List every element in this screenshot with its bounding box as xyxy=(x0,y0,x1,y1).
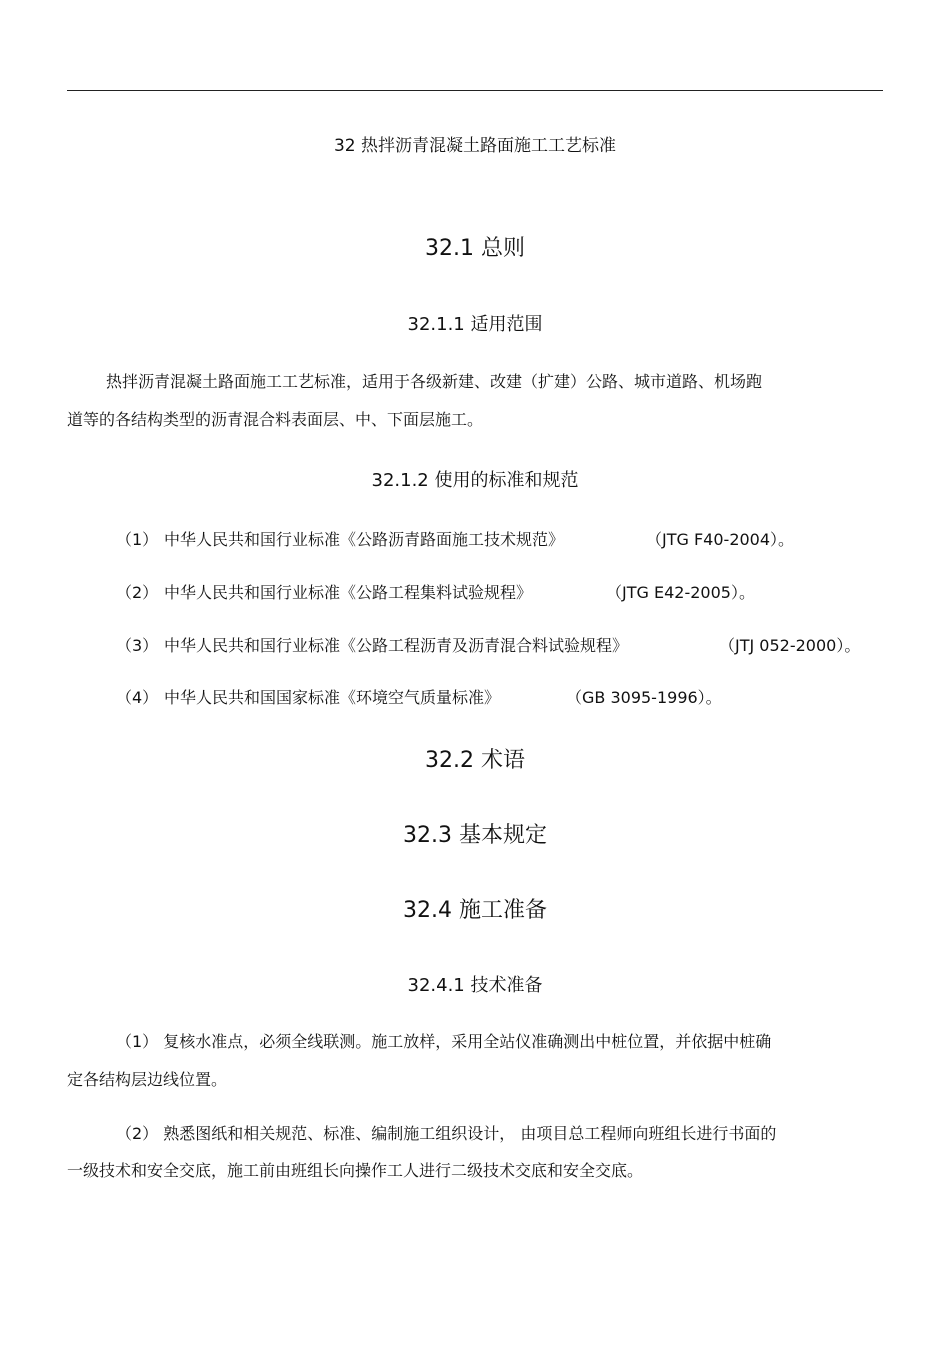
header-rule xyxy=(67,90,883,91)
item-number: （2） xyxy=(116,583,159,602)
standard-name: 中华人民共和国行业标准《公路沥青路面施工技术规范》 xyxy=(164,530,565,549)
standard-name: 中华人民共和国行业标准《公路工程沥青及沥青混合料试验规程》 xyxy=(164,636,629,655)
standard-code: （JTG F40-2004）。 xyxy=(646,530,795,549)
standard-item xyxy=(116,532,876,548)
standard-code: （JTJ 052-2000）。 xyxy=(719,636,861,655)
item-number: （4） xyxy=(116,688,159,707)
subsection-heading-32-4-1: 32.4.1 技术准备 xyxy=(407,975,543,996)
standard-item xyxy=(116,585,876,601)
subsection-heading-32-1-2: 32.1.2 使用的标准和规范 xyxy=(371,470,579,491)
paragraph-benchmark-line-2: 定各结构层边线位置。 xyxy=(67,1070,228,1089)
standard-code: （GB 3095-1996）。 xyxy=(566,688,722,707)
item-number: （3） xyxy=(116,636,159,655)
paragraph-drawings-line-2: 一级技术和安全交底，施工前由班组长向操作工人进行二级技术交底和安全交底。 xyxy=(67,1161,644,1180)
section-heading-32-2: 32.2 术语 xyxy=(425,748,525,773)
standard-name: 中华人民共和国行业标准《公路工程集料试验规程》 xyxy=(164,583,533,602)
section-heading-32-3: 32.3 基本规定 xyxy=(403,823,547,848)
section-heading-32-4: 32.4 施工准备 xyxy=(403,898,547,923)
section-heading-32-1: 32.1 总则 xyxy=(425,236,525,261)
paragraph-benchmark-line-1: （1） 复核水准点，必须全线联测。施工放样，采用全站仪准确测出中桩位置，并依据中桩确 xyxy=(116,1032,772,1051)
subsection-heading-32-1-1: 32.1.1 适用范围 xyxy=(407,314,543,335)
paragraph-drawings-line-1: （2） 熟悉图纸和相关规范、标准、编制施工组织设计， 由项目总工程师向班组长进行书面的 xyxy=(116,1124,777,1143)
paragraph-scope-line-1: 热拌沥青混凝土路面施工工艺标准，适用于各级新建、改建（扩建）公路、城市道路、机场跑 xyxy=(106,372,763,391)
paragraph-scope-line-2: 道等的各结构类型的沥青混合料表面层、中、下面层施工。 xyxy=(67,410,484,429)
standard-name: 中华人民共和国国家标准《环境空气质量标准》 xyxy=(164,688,501,707)
document-title: 32 热拌沥青混凝土路面施工工艺标准 xyxy=(333,136,617,156)
standard-item xyxy=(116,690,876,706)
standard-code: （JTG E42-2005）。 xyxy=(606,583,755,602)
standard-item xyxy=(116,638,876,654)
item-number: （1） xyxy=(116,530,159,549)
